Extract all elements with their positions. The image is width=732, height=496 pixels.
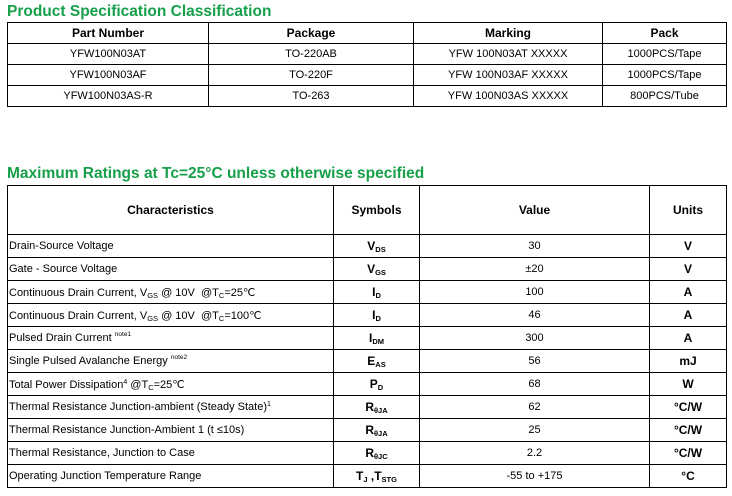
cell-characteristic: Thermal Resistance Junction-ambient (Steady State)$^1$ (8, 396, 334, 419)
cell-characteristic: Drain-Source Voltage (8, 235, 334, 258)
ratings-section-title: Maximum Ratings at Tc=25°C unless otherwise specified (7, 165, 425, 182)
footnote-marker: note2 (170, 354, 188, 361)
cell-package: TO-263 (209, 86, 414, 107)
cell-value: 46 (420, 304, 650, 327)
cell-symbol: $V_{GS}$ (334, 258, 420, 281)
cell-symbol: $I_D$ (334, 281, 420, 304)
cell-characteristic: Thermal Resistance, Junction to Case (8, 442, 334, 465)
cell-value: -55 to +175 (420, 465, 650, 488)
header-pack: Pack (603, 23, 727, 44)
cell-symbol: $V_{DS}$ (334, 235, 420, 258)
cell-value: 300 (420, 327, 650, 350)
cell-characteristic: Gate - Source Voltage (8, 258, 334, 281)
cell-part-number: YFW100N03AF (8, 65, 209, 86)
max-ratings-table (7, 185, 727, 488)
table-row (8, 86, 727, 107)
cell-marking: YFW 100N03AF XXXXX (414, 65, 603, 86)
cell-unit: V (650, 258, 727, 281)
cell-symbol: $T_J$ $,T_{STG}$ (334, 465, 420, 488)
cell-unit: A (650, 327, 727, 350)
cell-symbol: $P_D$ (334, 373, 420, 396)
cell-value: 30 (420, 235, 650, 258)
cell-part-number: YFW100N03AT (8, 44, 209, 65)
cell-characteristic: Total Power Dissipation$^4$ $@T_C=25℃$ (8, 373, 334, 396)
table-row (8, 281, 727, 304)
table-row (8, 442, 727, 465)
header-part-number: Part Number (8, 23, 209, 44)
cell-unit: W (650, 373, 727, 396)
cell-unit: °C/W (650, 442, 727, 465)
cell-symbol: $I_{DM}$ (334, 327, 420, 350)
cell-marking: YFW 100N03AS XXXXX (414, 86, 603, 107)
cell-unit: °C/W (650, 396, 727, 419)
table-row (8, 419, 727, 442)
header-package: Package (209, 23, 414, 44)
cell-characteristic: Single Pulsed Avalanche Energy $^{note2}$ (8, 350, 334, 373)
header-units: Units (650, 186, 727, 235)
table-row (8, 44, 727, 65)
cell-unit: V (650, 235, 727, 258)
spec-header-row (8, 23, 727, 44)
cell-value: 56 (420, 350, 650, 373)
cell-part-number: YFW100N03AS-R (8, 86, 209, 107)
cell-unit: A (650, 304, 727, 327)
cell-characteristic: Operating Junction Temperature Range (8, 465, 334, 488)
spec-section-title: Product Specification Classification (7, 3, 272, 20)
header-symbols: Symbols (334, 186, 420, 235)
table-row (8, 258, 727, 281)
cell-package: TO-220AB (209, 44, 414, 65)
cell-value: ±20 (420, 258, 650, 281)
cell-unit: °C (650, 465, 727, 488)
cell-symbol: $R_{\theta JA}$ (334, 419, 420, 442)
table-row (8, 373, 727, 396)
table-row (8, 350, 727, 373)
table-row (8, 327, 727, 350)
product-spec-table (7, 22, 727, 107)
header-marking: Marking (414, 23, 603, 44)
ratings-header-row (8, 186, 727, 235)
table-row (8, 396, 727, 419)
header-value: Value (420, 186, 650, 235)
cell-value: 68 (420, 373, 650, 396)
cell-symbol: $I_D$ (334, 304, 420, 327)
cell-marking: YFW 100N03AT XXXXX (414, 44, 603, 65)
cell-symbol: $E_{AS}$ (334, 350, 420, 373)
cell-symbol: $R_{\theta JA}$ (334, 396, 420, 419)
cell-pack: 1000PCS/Tape (603, 65, 727, 86)
cell-value: 100 (420, 281, 650, 304)
cell-pack: 1000PCS/Tape (603, 44, 727, 65)
table-row (8, 235, 727, 258)
cell-value: 25 (420, 419, 650, 442)
cell-unit: A (650, 281, 727, 304)
cell-value: 62 (420, 396, 650, 419)
cell-package: TO-220F (209, 65, 414, 86)
cell-characteristic: Continuous Drain Current, $V_{GS}$ @ 10V $@T_C=100℃$ (8, 304, 334, 327)
cell-symbol: $R_{\theta JC}$ (334, 442, 420, 465)
cell-characteristic: Continuous Drain Current, $V_{GS}$ @ 10V $@T_C=25℃$ (8, 281, 334, 304)
header-characteristics: Characteristics (8, 186, 334, 235)
table-row (8, 465, 727, 488)
table-row (8, 304, 727, 327)
cell-unit: °C/W (650, 419, 727, 442)
table-row (8, 65, 727, 86)
cell-characteristic: Thermal Resistance Junction-Ambient 1 (t ≤10s) (8, 419, 334, 442)
footnote-marker: note1 (114, 331, 132, 338)
cell-pack: 800PCS/Tube (603, 86, 727, 107)
cell-characteristic: Pulsed Drain Current $^{note1}$ (8, 327, 334, 350)
cell-unit: mJ (650, 350, 727, 373)
cell-value: 2.2 (420, 442, 650, 465)
